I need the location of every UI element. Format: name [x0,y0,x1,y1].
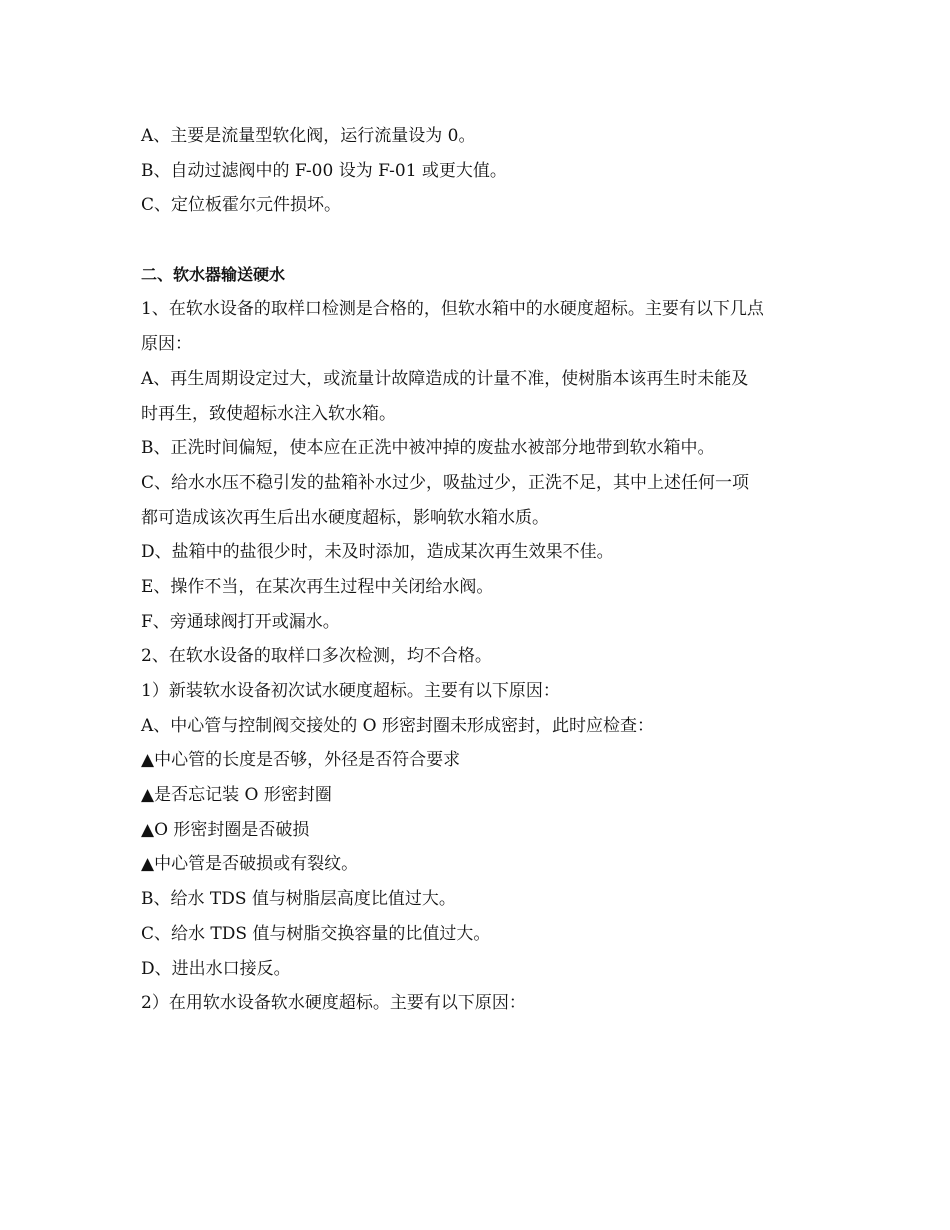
paragraph-line: 2、在软水设备的取样口多次检测，均不合格。 [141,646,492,667]
paragraph-line: A、中心管与控制阀交接处的 O 形密封圈未形成密封，此时应检查： [141,715,655,736]
paragraph-line: A、再生周期设定过大，或流量计故障造成的计量不准，使树脂本该再生时未能及 [141,368,749,389]
paragraph-line: 2）在用软水设备软水硬度超标。主要有以下原因： [141,993,526,1014]
intro-item-a: A、主要是流量型软化阀，运行流量设为 0。 [141,126,476,146]
paragraph-line: 都可造成该次再生后出水硬度超标，影响软水箱水质。 [141,507,549,528]
paragraph-line: D、进出水口接反。 [141,958,291,979]
paragraph-line: 1）新装软水设备初次试水硬度超标。主要有以下原因： [141,681,560,701]
intro-item-b: B、自动过滤阀中的 F-00 设为 F-01 或更大值。 [141,160,507,181]
bullet-line: ▲中心管是否破损或有裂纹。 [141,854,359,875]
paragraph-line: D、盐箱中的盐很少时，未及时添加，造成某次再生效果不佳。 [141,542,614,563]
paragraph-line: C、给水 TDS 值与树脂交换容量的比值过大。 [141,923,491,944]
section-title: 二、软水器输送硬水 [141,264,286,284]
paragraph-line: 1、在软水设备的取样口检测是合格的，但软水箱中的水硬度超标。主要有以下几点 [141,299,764,320]
bullet-line: ▲O 形密封圈是否破损 [141,819,310,840]
bullet-line: ▲是否忘记装 O 形密封圈 [141,785,332,806]
paragraph-line: B、给水 TDS 值与树脂层高度比值过大。 [141,889,456,910]
paragraph-line: 时再生，致使超标水注入软水箱。 [141,403,396,424]
bullet-line: ▲中心管的长度是否够，外径是否符合要求 [141,750,461,771]
intro-item-c: C、定位板霍尔元件损坏。 [141,195,342,216]
paragraph-line: F、旁通球阀打开或漏水。 [141,611,340,632]
paragraph-line: 原因： [141,334,192,355]
document-body [141,119,821,1021]
paragraph-line: C、给水水压不稳引发的盐箱补水过少，吸盐过少，正洗不足，其中上述任何一项 [141,472,750,493]
paragraph-gap [141,223,821,258]
paragraph-line: B、正洗时间偏短，使本应在正洗中被冲掉的废盐水被部分地带到软水箱中。 [141,438,715,459]
paragraph-line: E、操作不当，在某次再生过程中关闭给水阀。 [141,576,494,597]
